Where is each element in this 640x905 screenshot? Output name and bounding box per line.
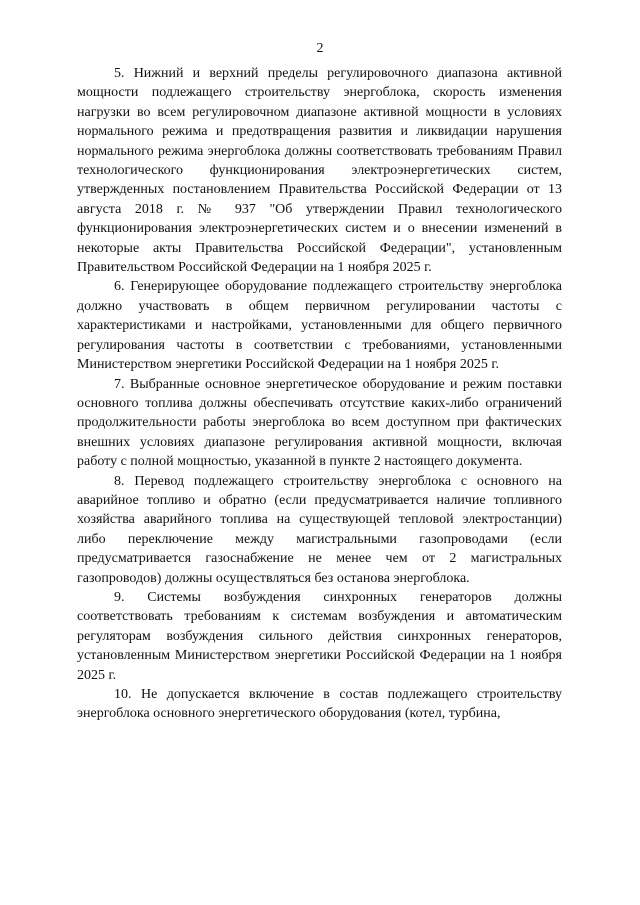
paragraph-8: 8. Перевод подлежащего строительству энергоблока с основного на аварийное топливо и обратно (если предусматривается наличие топливного хозяйства аварийного топлива на существующей тепловой электростанции) либо переключение между магистральными газопроводами (если предусматривается газоснабжение не менее чем от 2 магистральных газопроводов) должны осуществляться без останова энергоблока. — [77, 473, 562, 586]
paragraph-5: 5. Нижний и верхний пределы регулировочного диапазона активной мощности подлежащего строительству энергоблока, скорость изменения нагрузки во всем регулировочном диапазоне активной мощности в условиях нормального режима и предотвращения развития и ликвидации нарушения нормального режима энергоблока должны соответствовать требованиям Правил технологического функционирования электроэнергетических систем, утвержденных постановлением Правительства Российской Федерации от 13 августа 2018 г. № 937 "Об утверждении Правил технологического функционирования электроэнергетических систем и о внесении изменений в некоторые акты Правительства Российской Федерации", установленным Правительством Российской Федерации на 1 ноября 2025 г. — [77, 66, 562, 276]
paragraph-7: 7. Выбранные основное энергетическое оборудование и режим поставки основного топлива должны обеспечивать отсутствие каких-либо ограничений продолжительности работы энергоблока во всем доступном при фактических внешних условиях диапазоне регулирования активной мощности, включая работу с полной мощностью, указанной в пункте 2 настоящего документа. — [77, 376, 562, 470]
paragraph-6: 6. Генерирующее оборудование подлежащего строительству энергоблока должно участвовать в общем первичном регулировании частоты с характеристиками и настройками, установленными для общего первичного регулирования частоты в соответствии с требованиями, установленными Министерством энергетики Российской Федерации на 1 ноября 2025 г. — [77, 279, 562, 373]
document-body — [77, 64, 562, 724]
paragraph-10: 10. Не допускается включение в состав подлежащего строительству энергоблока основного энергетического оборудования (котел, турбина, — [77, 687, 562, 722]
page-number: 2 — [316, 41, 324, 56]
paragraph-9: 9. Системы возбуждения синхронных генераторов должны соответствовать требованиям к системам возбуждения и автоматическим регуляторам возбуждения сильного действия синхронных генераторов, установленным Министерством энергетики Российской Федерации на 1 ноября 2025 г. — [77, 589, 562, 683]
